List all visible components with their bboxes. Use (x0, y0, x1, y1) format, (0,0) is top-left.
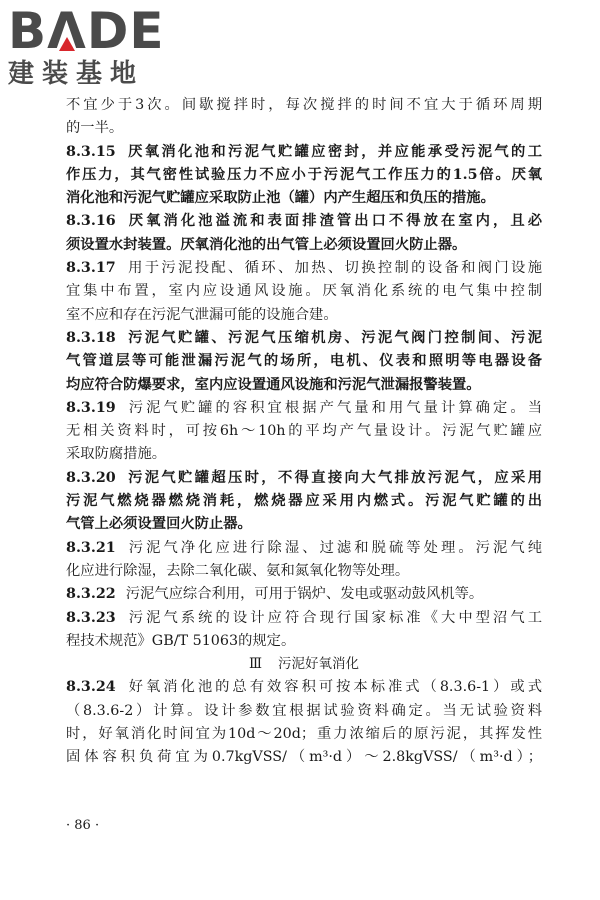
clause-number: 8.3.17 (66, 260, 116, 277)
text-line (66, 513, 542, 536)
text-line (66, 560, 542, 583)
text-line (66, 164, 542, 187)
line-text: 污泥好氧消化 (278, 656, 360, 673)
section-heading (66, 653, 542, 676)
text-line (66, 280, 542, 303)
text-line (66, 723, 542, 746)
line-text: （8.3.6-2）计算。设计参数宜根据试验资料确定。当无试验资料 (66, 702, 542, 719)
logo-letters-de: DE (86, 2, 165, 60)
clause-number: 8.3.15 (66, 143, 116, 160)
line-text: 作压力，其气密性试验压力不应小于污泥气工作压力的1.5倍。厌氧 (66, 166, 542, 183)
text-line (66, 304, 542, 327)
line-text: 气管道层等可能泄漏污泥气的场所，电机、仪表和照明等电器设备 (66, 353, 542, 370)
line-text: 污泥气贮罐的容积宜根据产气量和用气量计算确定。当 (125, 399, 542, 416)
text-line (66, 117, 542, 140)
line-text: 无相关资料时，可按6h～10h的平均产气量设计。污泥气贮罐应 (66, 423, 542, 440)
clause-number: 8.3.18 (66, 329, 116, 346)
section-numeral: Ⅲ (248, 656, 263, 673)
line-text: 采取防腐措施。 (66, 446, 167, 463)
text-line (66, 234, 542, 257)
text-line (66, 257, 542, 280)
text-line (66, 420, 542, 443)
text-line (66, 397, 542, 420)
line-text: 用于污泥投配、循环、加热、切换控制的设备和阀门设施 (125, 260, 542, 277)
line-text: 固体容积负荷宜为0.7kgVSS/（m³·d）～2.8kgVSS/（m³·d）； (66, 749, 542, 766)
line-text: 的一半。 (66, 120, 124, 137)
clause-number: 8.3.24 (66, 679, 116, 696)
clause-number: 8.3.23 (66, 609, 116, 626)
line-text: 污泥气系统的设计应符合现行国家标准《大中型沼气工 (125, 609, 542, 626)
line-text: 污泥气净化应进行除湿、过滤和脱硫等处理。污泥气纯 (125, 539, 542, 556)
text-line (66, 350, 542, 373)
text-line (66, 443, 542, 466)
text-line (66, 94, 542, 117)
line-text: 时，好氧消化时间宜为10d～20d；重力浓缩后的原污泥，其挥发性 (66, 726, 542, 743)
text-line (66, 746, 542, 769)
text-line (66, 374, 542, 397)
text-line (66, 676, 542, 699)
line-text: 须设置水封装置。厌氧消化池的出气管上必须设置回火防止器。 (66, 236, 467, 253)
logo-red-triangle (59, 37, 75, 51)
logo-letter-b: B (8, 2, 48, 60)
logo-brand (8, 2, 178, 60)
line-text: 均应符合防爆要求，室内应设置通风设施和污泥气泄漏报警装置。 (66, 376, 481, 393)
clause-number: 8.3.21 (66, 539, 116, 556)
line-text: 宜集中布置，室内应设通风设施。厌氧消化系统的电气集中控制 (66, 283, 542, 300)
line-text: 厌氧消化池溢流和表面排渣管出口不得放在室内，且必 (125, 213, 542, 230)
line-text: 好氧消化池的总有效容积可按本标准式（8.3.6-1）或式 (125, 679, 542, 696)
line-text: 污泥气燃烧器燃烧消耗，燃烧器应采用内燃式。污泥气贮罐的出 (66, 493, 542, 510)
line-text: 污泥气贮罐超压时，不得直接向大气排放污泥气，应采用 (125, 469, 542, 486)
text-line (66, 327, 542, 350)
text-line (66, 630, 542, 653)
line-text: 不宜少于3次。间歇搅拌时，每次搅拌的时间不宜大于循环周期 (66, 97, 542, 113)
line-text: 程技术规范》GB/T 51063的规定。 (66, 632, 296, 649)
text-line (66, 607, 542, 630)
text-line (66, 490, 542, 513)
text-line (66, 537, 542, 560)
logo-letter-a: Λ (47, 2, 87, 60)
page-number: · 86 · (66, 818, 100, 833)
line-text: 室不应和存在污泥气泄漏可能的设施合建。 (66, 306, 338, 323)
clause-number: 8.3.16 (66, 213, 116, 230)
clause-number: 8.3.19 (66, 399, 116, 416)
line-text: 化应进行除湿，去除二氧化碳、氨和氮氧化物等处理。 (66, 562, 410, 579)
document-body (66, 94, 542, 770)
text-line (66, 583, 542, 606)
line-text: 消化池和污泥气贮罐应采取防止池（罐）内产生超压和负压的措施。 (66, 190, 495, 207)
line-text: 气管上必须设置回火防止器。 (66, 516, 252, 533)
logo-subtitle: 建装基地 (8, 59, 145, 89)
line-text: 污泥气应综合利用，可用于锅炉、发电或驱动鼓风机等。 (125, 586, 484, 603)
text-line (66, 467, 542, 490)
text-line (66, 141, 542, 164)
line-text: 厌氧消化池和污泥气贮罐应密封，并应能承受污泥气的工 (125, 143, 542, 160)
text-line (66, 187, 542, 210)
text-line (66, 700, 542, 723)
text-line (66, 210, 542, 233)
line-text: 污泥气贮罐、污泥气压缩机房、污泥气阀门控制间、污泥 (125, 329, 542, 346)
bade-logo (8, 2, 178, 90)
clause-number: 8.3.20 (66, 469, 116, 486)
clause-number: 8.3.22 (66, 586, 116, 603)
